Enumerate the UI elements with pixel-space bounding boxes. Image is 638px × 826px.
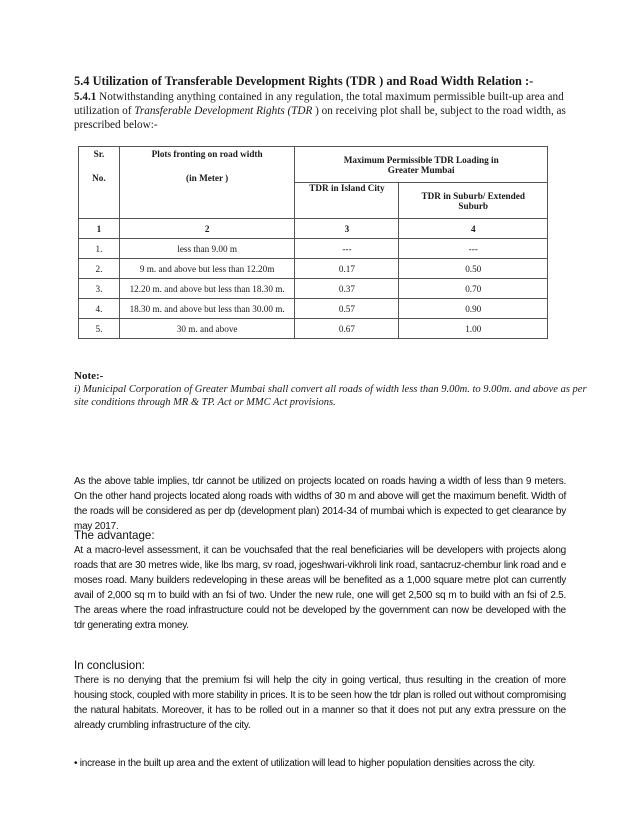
note-title: Note:- <box>74 370 104 382</box>
clause-italic: Transferable Development Rights (TDR <box>134 105 313 117</box>
row-suburb: 0.50 <box>399 259 548 279</box>
row-width: 12.20 m. and above but less than 18.30 m. <box>119 279 295 299</box>
row-sr: 5. <box>79 319 120 339</box>
sr-header <box>79 147 120 219</box>
intro-section <box>74 474 566 534</box>
clause-text-before: Notwithstanding anything contained in any regulation, the total maximum permissible built-up area and utilization of <box>74 91 564 117</box>
bullet-point: • increase in the built up area and the extent of utilization will lead to higher population densities across the city. <box>74 758 536 769</box>
col-number: 3 <box>295 219 399 239</box>
row-island: 0.17 <box>295 259 399 279</box>
col-number: 1 <box>79 219 120 239</box>
row-width: less than 9.00 m <box>119 239 295 259</box>
no-label: No. <box>92 173 106 183</box>
advantage-section <box>74 528 566 633</box>
table-row <box>79 239 548 259</box>
row-island: 0.37 <box>295 279 399 299</box>
clause-text-after: ) on receiving plot shall be, subject to the road width, as prescribed below:- <box>74 105 566 131</box>
row-sr: 1. <box>79 239 120 259</box>
section-heading: 5.4 Utilization of Transferable Development Rights (TDR ) and Road Width Relation :- <box>74 74 534 88</box>
clause-paragraph <box>74 90 574 132</box>
table-note <box>74 370 594 409</box>
plots-header <box>119 147 295 219</box>
conclusion-section <box>74 658 566 733</box>
advantage-paragraph: At a macro-level assessment, it can be vouchsafed that the real beneficiaries will be developers with projects along roads that are 30 metres wide, like lbs marg, sv road, jogeshwari-vikhroli link road, santacruz-chembur link road and e moses road. Many builders redeveloping in these areas will be benefited as a 1,000 square metre plot can currently avail of 2,000 sq m to build with an fsi of two. Under the new rule, one will get 2,500 sq m to build with an fsi of 2.5. The areas where the road infrastructure could not be developed by the government can now be developed with the tdr generating extra money. <box>74 545 566 631</box>
tdr-group-header: Maximum Permissible TDR Loading in Greater Mumbai <box>295 147 548 183</box>
clause-number: 5.4.1 <box>74 91 97 103</box>
row-width: 9 m. and above but less than 12.20m <box>119 259 295 279</box>
plots-label: Plots fronting on road width <box>151 149 263 159</box>
suburb-header: TDR in Suburb/ Extended Suburb <box>399 183 548 219</box>
intro-paragraph: As the above table implies, tdr cannot be utilized on projects located on roads having a width of less than 9 meters. On the other hand projects located along roads with widths of 30 m and above will get the maximum benefit. Width of the roads will be considered as per dp (development plan) 2014-34 of mumbai which is expected to get clearance by may 2017. <box>74 476 566 532</box>
unit-label: (in Meter ) <box>186 173 229 183</box>
conclusion-paragraph: There is no denying that the premium fsi will help the city in going vertical, thus resulting in the creation of more housing stock, coupled with more stability in prices. It is to be seen how the tdr plan is rolled out without compromising the natural habitats. Moreover, it has to be rolled out in a manner so that it does not put any extra pressure on the already crumbling infrastructure of the city. <box>74 675 566 731</box>
table-row <box>79 319 548 339</box>
col-number: 4 <box>399 219 548 239</box>
row-island: 0.67 <box>295 319 399 339</box>
row-width: 18.30 m. and above but less than 30.00 m. <box>119 299 295 319</box>
row-suburb: --- <box>399 239 548 259</box>
table-row <box>79 259 548 279</box>
scanned-excerpt <box>74 74 574 132</box>
table-row <box>79 299 548 319</box>
table-row <box>79 279 548 299</box>
conclusion-heading: In conclusion: <box>74 659 145 672</box>
bullet-section <box>74 756 566 771</box>
row-width: 30 m. and above <box>119 319 295 339</box>
note-text: i) Municipal Corporation of Greater Mumbai shall convert all roads of width less than 9.00m. to 9.00m. and above as per site conditions through MR & TP. Act or MMC Act provisions. <box>74 384 587 408</box>
row-suburb: 0.90 <box>399 299 548 319</box>
advantage-heading: The advantage: <box>74 529 155 542</box>
row-island: --- <box>295 239 399 259</box>
row-suburb: 0.70 <box>399 279 548 299</box>
sr-label: Sr. <box>93 149 105 159</box>
island-header: TDR in Island City <box>295 183 399 219</box>
row-sr: 3. <box>79 279 120 299</box>
tdr-table <box>78 146 548 339</box>
row-island: 0.57 <box>295 299 399 319</box>
row-sr: 4. <box>79 299 120 319</box>
column-number-row <box>79 219 548 239</box>
row-suburb: 1.00 <box>399 319 548 339</box>
col-number: 2 <box>119 219 295 239</box>
row-sr: 2. <box>79 259 120 279</box>
